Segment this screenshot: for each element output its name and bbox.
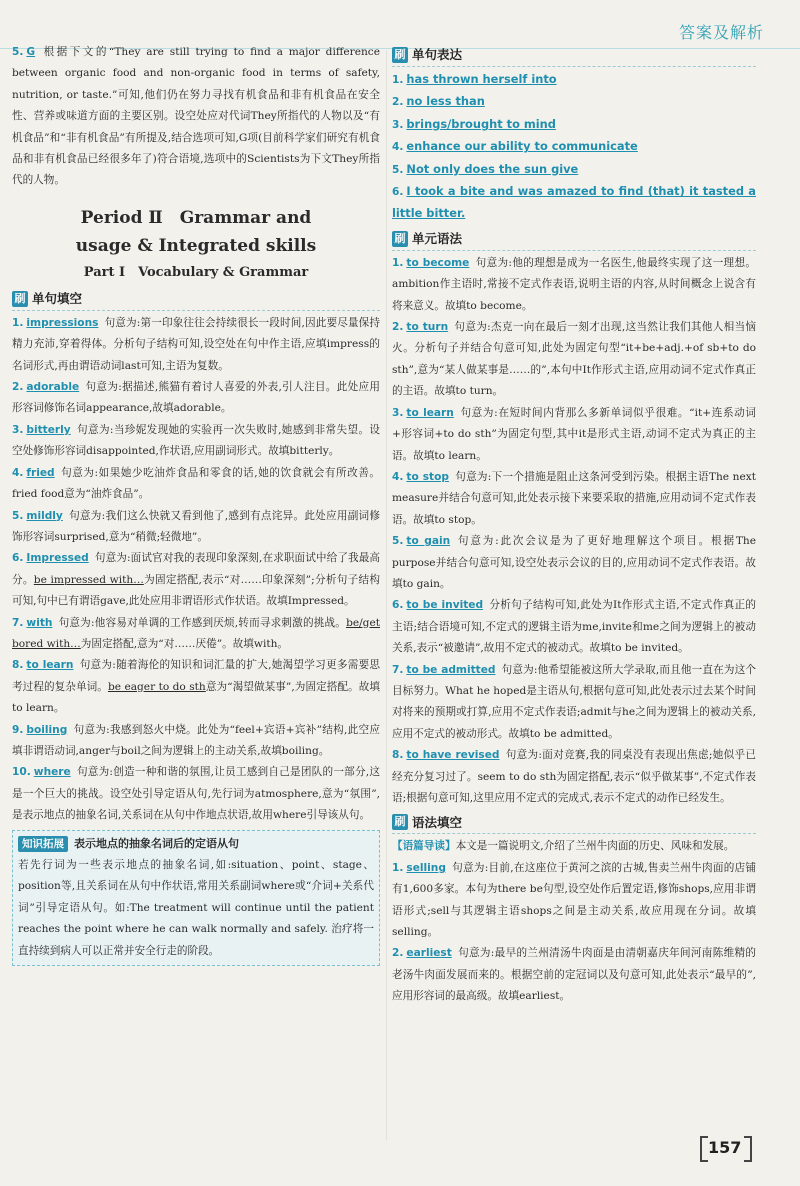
section-header-fill: 刷 单句填空 xyxy=(12,288,380,311)
list-item: 8. to learn 句意为:随着海伦的知识和词汇量的扩大,她渴望学习更多需要思考过程的复杂单词。be eager to do sth意为“渴望做某事”,为固定搭配。故填to learn。 xyxy=(12,659,381,715)
list-item: 2. adorable 句意为:据描述,熊猫有着讨人喜爱的外表,引人注目。此处应用形容词修饰名词appearance,故填adorable。 xyxy=(12,381,380,415)
page-bracket-left xyxy=(700,1136,708,1162)
knowledge-tag: 知识拓展 xyxy=(18,836,68,852)
answer: G xyxy=(26,46,36,58)
list-item: 6. I took a bite and was amazed to find (that) it tasted a little bitter. xyxy=(392,184,756,221)
brush-icon: 刷 xyxy=(12,291,28,307)
list-item: 3. to learn 句意为:在短时间内背那么多新单词似乎很难。“it+连系动词+形容词+to do sth”为固定句型,其中it是形式主语,动词不定式为真正的主语。故填to learn。 xyxy=(392,406,756,462)
part-title: Part Ⅰ Vocabulary & Grammar xyxy=(83,264,309,280)
brush-icon: 刷 xyxy=(392,231,408,247)
list-item: 4. fried 句意为:如果她少吃油炸食品和零食的话,她的饮食就会有所改善。fried food意为“油炸食品”。 xyxy=(12,466,380,501)
page-number: 157 xyxy=(708,1138,742,1157)
section-header-expression: 刷 单句表达 xyxy=(392,44,756,67)
page-bracket-right xyxy=(744,1136,752,1162)
list-item: 4. enhance our ability to communicate xyxy=(392,139,638,154)
brush-icon: 刷 xyxy=(392,47,408,63)
list-item: 1. to become 句意为:他的理想是成为一名医生,他最终实现了这一理想。ambition作主语时,常接不定式作表语,说明主语的内容,从时间概念上说含有将来意义。故填to become。 xyxy=(392,256,756,312)
list-item: 6. Impressed 句意为:面试官对我的表现印象深刻,在求职面试中给了我最高分。be impressed with…为固定搭配,表示“对……印象深刻”;分析句子结构可知,句中已有谓语gave,此处应用非谓语形式作状语。故填Impressed。 xyxy=(12,552,381,608)
list-item: 1. impressions 句意为:第一印象往往会持续很长一段时间,因此要尽量保持精力充沛,穿着得体。分析句子结构可知,设空处在句中作主语,应填impress的名词形式,再由谓语动词last可知,主语为复数。 xyxy=(12,316,380,372)
knowledge-box: 知识拓展 表示地点的抽象名词后的定语从句 若先行词为一些表示地点的抽象名词,如:situation、point、stage、position等,且关系词在从句中作状语,常用关系副词where或“介词+关系代词”引导定语从句。如:The treatment will continue until the patient reaches the point where he can walk normally and safely. 治疗将一直持续到病人可以正常并安全行走的阶段。 xyxy=(12,830,380,966)
list-item: 2. earliest 句意为:最早的兰州清汤牛肉面是由清朝嘉庆年间河南陈维精的老汤牛肉面发展而来的。根据空前的定冠词以及句意可知,此处表示“最早的”,应用形容词的最高级。故填earliest。 xyxy=(392,947,756,1003)
list-item: 1. selling 句意为:目前,在这座位于黄河之滨的古城,售卖兰州牛肉面的店铺有1,600多家。本句为there be句型,设空处作后置定语,修饰shops,应用非谓语形式;sell与其逻辑主语shops之间是主动关系,故应用现在分词。故填selling。 xyxy=(392,861,756,939)
section-header-grammar: 刷 单元语法 xyxy=(392,228,756,251)
list-item: 4. to stop 句意为:下一个措施是阻止这条河受到污染。根据主语The next measure并结合句意可知,此处表示接下来要采取的措施,应用动词不定式作表语。故填to stop。 xyxy=(392,470,756,526)
left-column xyxy=(12,42,380,966)
list-item: 1. has thrown herself into xyxy=(392,72,557,86)
period-title: Period Ⅱ Grammar and usage & Integrated skills xyxy=(75,207,317,256)
right-column xyxy=(392,42,756,1008)
list-item: 5. to gain 句意为:此次会议是为了更好地理解这个项目。根据The purpose并结合句意可知,设空处表示会议的目的,应用动词不定式作表语。故填to gain。 xyxy=(392,535,756,590)
reading-guide: 【语篇导读】本文是一篇说明文,介绍了兰州牛肉面的历史、风味和发展。 xyxy=(392,840,735,853)
list-item: 7. to be admitted 句意为:他希望能被这所大学录取,而且他一直在为这个目标努力。What he hoped是主语从句,根据句意可知,此处表示过去某个时间对将来的预期或打算,应用不定式作表语;admit与he之间为逻辑上的被动关系,应用不定式的被动形式。故填to be admitted。 xyxy=(392,663,756,740)
list-item: 6. to be invited 分析句子结构可知,此处为It作形式主语,不定式作真正的主语;结合语境可知,不定式的逻辑主语为me,invite和me之间为逻辑上的被动关系,表示“被邀请”,故用不定式的被动式。故填to be invited。 xyxy=(392,599,756,655)
list-item: 7. with 句意为:他容易对单调的工作感到厌烦,转而寻求刺激的挑战。be/get bored with…为固定搭配,意为“对……厌倦”。故填with。 xyxy=(12,616,380,650)
list-item: 2. to turn 句意为:杰克一向在最后一刻才出现,这当然让我们其他人相当恼火。分析句子并结合句意可知,此处为固定句型“it+be+adj.+of sb+to do sth”,意为“某人做某事是……的”,本句中It作形式主语,应用动词不定式作真正的主语。故填to turn。 xyxy=(392,321,757,398)
column-divider xyxy=(386,50,387,1140)
list-item: 8. to have revised 句意为:面对竞赛,我的同桌没有表现出焦虑;她似乎已经充分复习过了。seem to do sth为固定搭配,表示“似乎做某事”,不定式作表语;根据句意可知,这里应用不定式的完成式,表示不定式的动作已经发生。 xyxy=(392,749,757,804)
list-item: 5. mildly 句意为:我们这么快就又看到他了,感到有点诧异。此处应用副词修饰形容词surprised,意为“稍微;轻微地”。 xyxy=(12,509,380,543)
list-item: 2. no less than xyxy=(392,94,485,109)
header-title: 答案及解析 xyxy=(678,23,764,42)
brush-icon: 刷 xyxy=(392,814,408,830)
list-item: 3. brings/brought to mind xyxy=(392,116,556,131)
list-item: 9. boiling 句意为:我感到怒火中烧。此处为“feel+宾语+宾补”结构,此空应填非谓语动词,anger与boil之间为逻辑上的主动关系,故填boiling。 xyxy=(12,723,380,757)
list-item: 5. Not only does the sun give xyxy=(392,161,579,176)
section-header-cloze: 刷 语法填空 xyxy=(392,811,756,834)
list-item: 10. where 句意为:创造一种和谐的氛围,让员工感到自己是团队的一部分,这是一个巨大的挑战。设空处引导定语从句,先行词为atmosphere,意为“氛围”,是表示地点的抽象名词,关系词在从句中作地点状语,故用where引导该从句。 xyxy=(12,766,380,822)
left-q5: 5. G 根据下文的“They are still trying to find a major difference between organic food and non-organic food in terms of safety, nutrition, or taste.”可知,他们仍在努力寻找有机食品和非有机食品在安全性、营养或味道方面的主要区别。设空处应对代词They所指代的人物以及“有机食品”和“非有机食品”有所提及,结合选项可知,G项(目前科学家们研究有机食品和非有机食品已经很多年了)符合语境,选项中的Scientists为下文They所指代的人物。 xyxy=(12,46,380,187)
list-item: 3. bitterly 句意为:当珍妮发现她的实验再一次失败时,她感到非常失望。设空处修饰形容词disappointed,作状语,应用副词形式。故填bitterly。 xyxy=(12,423,380,458)
